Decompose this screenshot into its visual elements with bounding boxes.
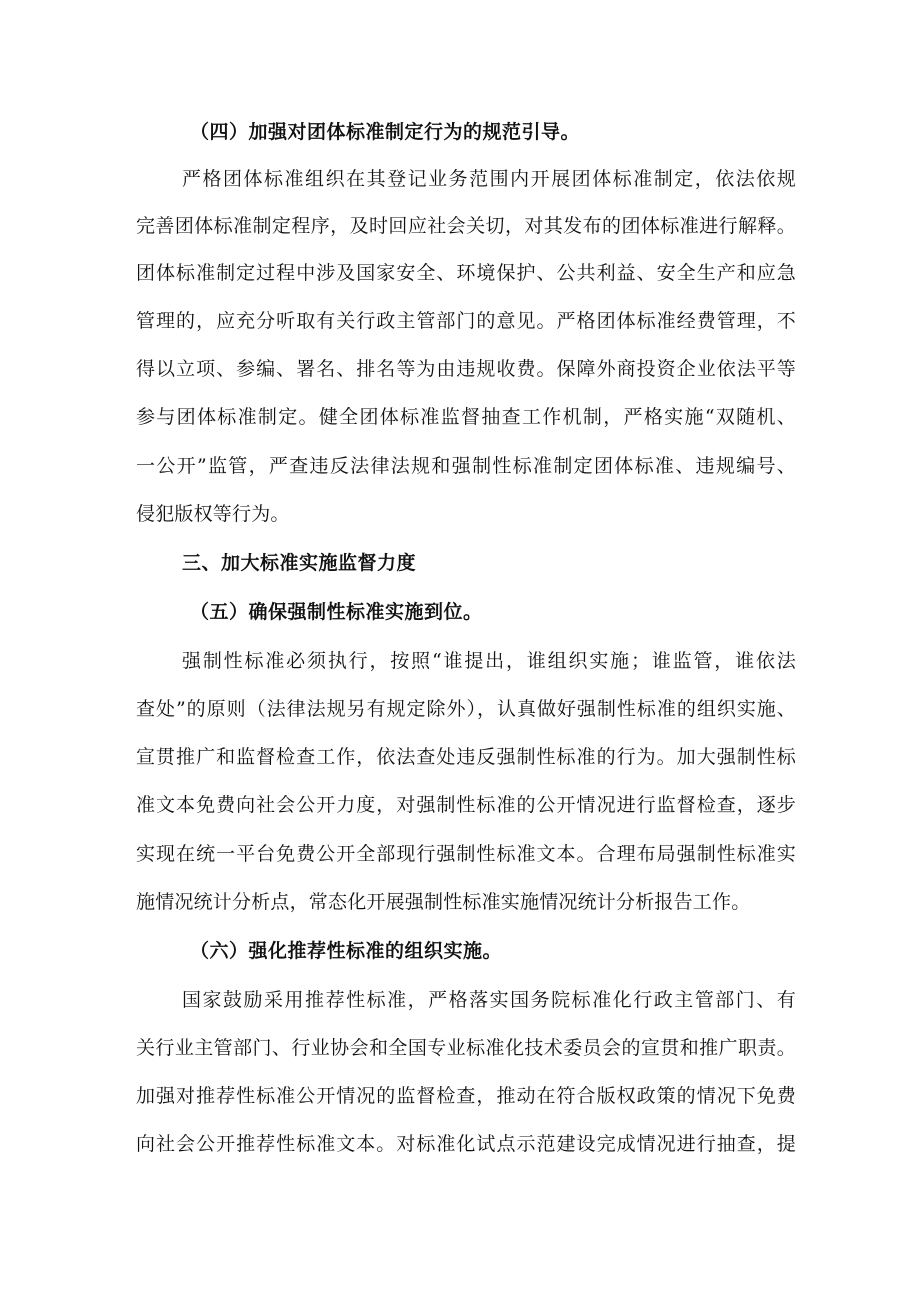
section-heading: 三、加大标准实施监督力度 xyxy=(182,552,417,574)
paragraph-line: 加强对推荐性标准公开情况的监督检查，推动在符合版权政策的情况下免费 xyxy=(136,1085,796,1107)
subheading-five: （五）确保强制性标准实施到位。 xyxy=(190,601,483,623)
paragraph-line: 宣贯推广和监督检查工作，依法查处违反强制性标准的行为。加大强制性标 xyxy=(136,746,796,768)
paragraph-line: 管理的，应充分听取有关行政主管部门的意见。严格团体标准经费管理，不 xyxy=(136,310,796,332)
paragraph-line: 得以立项、参编、署名、排名等为由违规收费。保障外商投资企业依法平等 xyxy=(136,358,796,380)
subheading-six: （六）强化推荐性标准的组织实施。 xyxy=(190,940,503,962)
paragraph-line: 施情况统计分析点，常态化开展强制性标准实施情况统计分析报告工作。 xyxy=(136,891,751,913)
paragraph-line: 团体标准制定过程中涉及国家安全、环境保护、公共利益、安全生产和应急 xyxy=(136,262,796,284)
paragraph-line: 向社会公开推荐性标准文本。对标准化试点示范建设完成情况进行抽查，提 xyxy=(136,1133,796,1155)
paragraph-line: 国家鼓励采用推荐性标准，严格落实国务院标准化行政主管部门、有 xyxy=(182,989,796,1011)
paragraph-line: 强制性标准必须执行，按照“谁提出，谁组织实施；谁监管，谁依法 xyxy=(182,650,796,672)
paragraph-line: 侵犯版权等行为。 xyxy=(136,503,290,525)
paragraph-line: 实现在统一平台免费公开全部现行强制性标准文本。合理布局强制性标准实 xyxy=(136,843,796,865)
paragraph-line: 关行业主管部门、行业协会和全国专业标准化技术委员会的宣贯和推广职责。 xyxy=(136,1037,796,1059)
paragraph-line: 查处”的原则（法律法规另有规定除外），认真做好强制性标准的组织实施、 xyxy=(136,698,796,720)
paragraph-line: 完善团体标准制定程序，及时回应社会关切，对其发布的团体标准进行解释。 xyxy=(136,215,796,237)
paragraph-line: 严格团体标准组织在其登记业务范围内开展团体标准制定，依法依规 xyxy=(182,168,796,190)
paragraph-line: 准文本免费向社会公开力度，对强制性标准的公开情况进行监督检查，逐步 xyxy=(136,794,796,816)
paragraph-line: 参与团体标准制定。健全团体标准监督抽查工作机制，严格实施“双随机、 xyxy=(136,406,796,428)
subheading-four: （四）加强对团体标准制定行为的规范引导。 xyxy=(190,121,581,143)
paragraph-line: 一公开”监管，严查违反法律法规和强制性标准制定团体标准、违规编号、 xyxy=(136,455,796,477)
